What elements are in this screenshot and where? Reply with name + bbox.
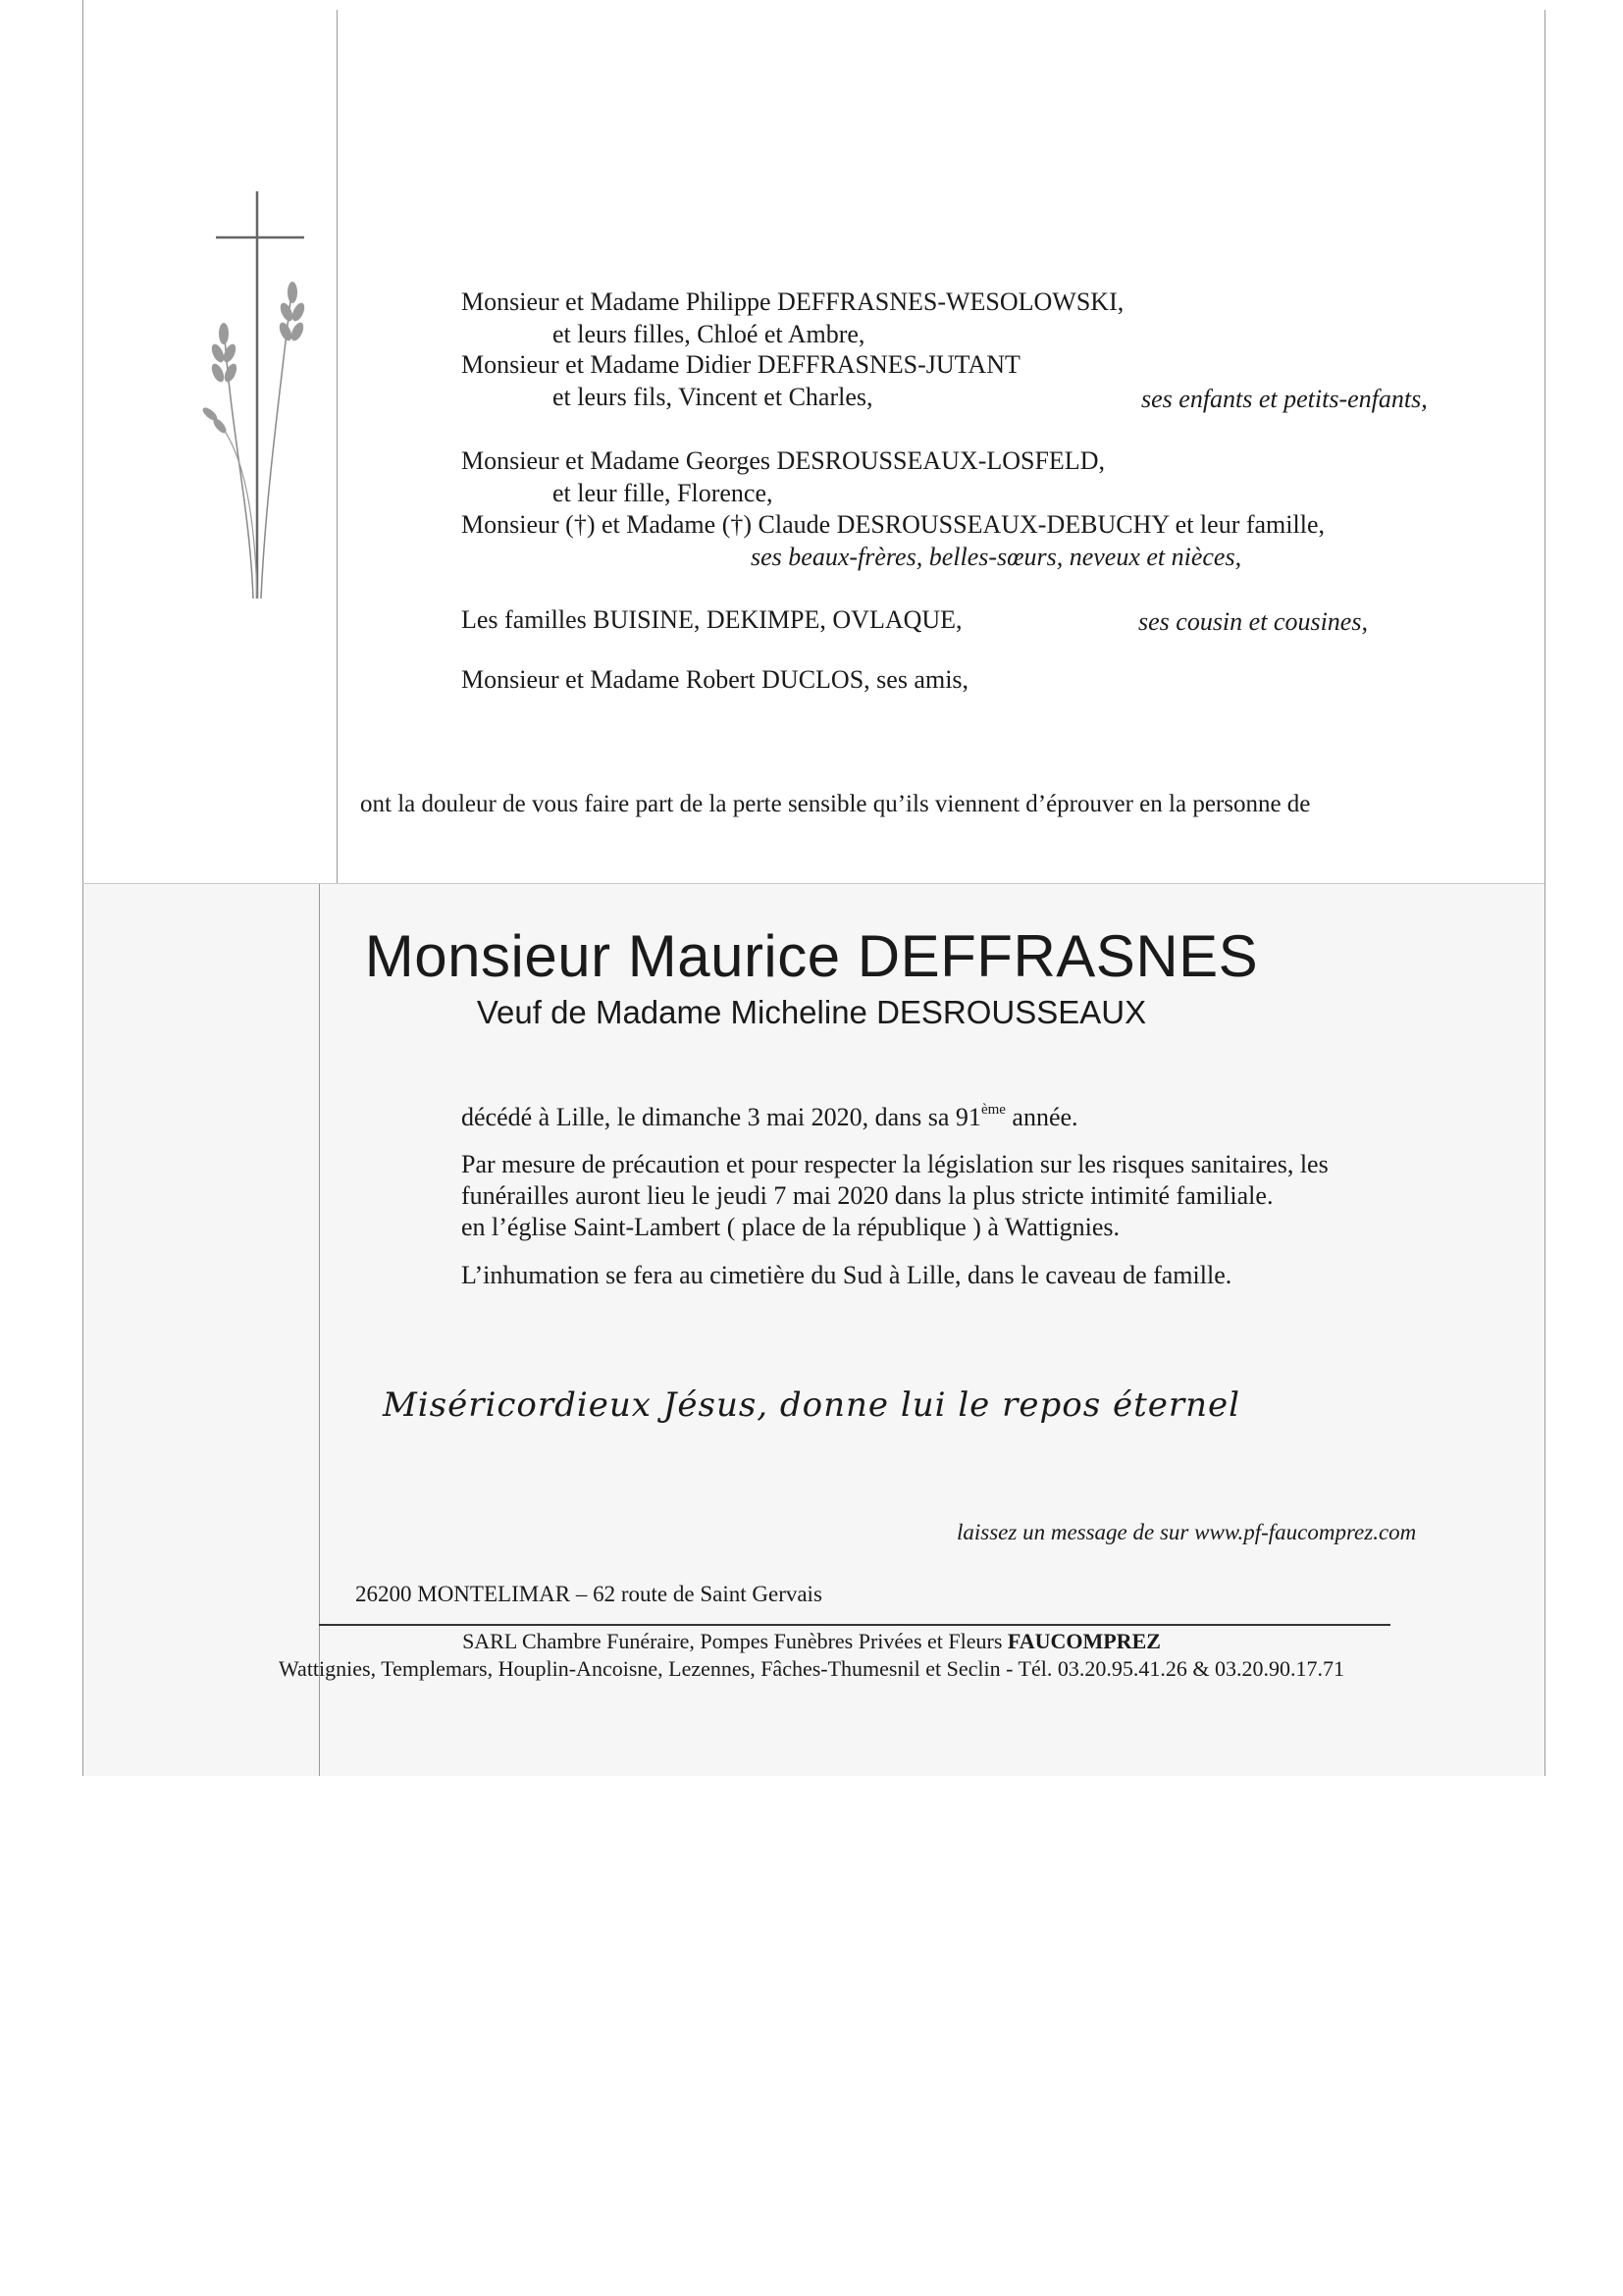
family-line-6: et leur fille, Florence, <box>552 479 773 507</box>
deceased-widow-of: Veuf de Madame Micheline DESROUSSEAUX <box>476 994 1147 1030</box>
funeral-paragraph-line-1: Par mesure de précaution et pour respecter la législation sur les risques sanitaires, les <box>461 1150 1329 1178</box>
announcement-text: ont la douleur de vous faire part de la perte sensible qu’ils viennent d’éprouver en la personne de <box>360 791 1311 817</box>
funeral-paragraph-line-3: en l’église Saint-Lambert ( place de la république ) à Wattignies. <box>461 1213 1121 1241</box>
burial-line: L’inhumation se fera au cimetière du Sud à Lille, dans le caveau de famille. <box>461 1261 1232 1289</box>
family-role-cousins: ses cousin et cousines, <box>1138 607 1368 636</box>
family-line-1: Monsieur et Madame Philippe DEFFRASNES-WESOLOWSKI, <box>461 287 1125 316</box>
footer-company: SARL Chambre Funéraire, Pompes Funèbres Privées et Fleurs FAUCOMPREZ <box>462 1629 1161 1653</box>
funeral-paragraph-line-2: funérailles auront lieu le jeudi 7 mai 2020 dans la plus stricte intimité familiale. <box>461 1181 1274 1210</box>
footer-locations: Wattignies, Templemars, Houplin-Ancoisne, Lezennes, Fâches-Thumesnil et Seclin - Tél. 03.20.95.41.26 & 03.20.90.17.71 <box>279 1656 1344 1681</box>
family-line-5: Monsieur et Madame Georges DESROUSSEAUX-LOSFELD, <box>461 446 1105 475</box>
prayer-text: Miséricordieux Jésus, donne lui le repos éternel <box>382 1385 1241 1425</box>
website-message: laissez un message de sur www.pf-faucomprez.com <box>957 1520 1417 1544</box>
death-date-line: décédé à Lille, le dimanche 3 mai 2020, dans sa 91ème année. <box>461 1102 1078 1131</box>
family-line-8: Les familles BUISINE, DEKIMPE, OVLAQUE, <box>461 605 963 634</box>
family-line-9: Monsieur et Madame Robert DUCLOS, ses amis, <box>461 665 969 694</box>
card-fold-horizontal <box>82 883 1544 884</box>
family-line-4: et leurs fils, Vincent et Charles, <box>552 383 873 411</box>
cross-with-wheat-icon <box>196 186 343 608</box>
family-line-7: Monsieur (†) et Madame (†) Claude DESROUSSEAUX-DEBUCHY et leur famille, <box>461 510 1325 539</box>
family-role-in-laws: ses beaux-frères, belles-sœurs, neveux et nièces, <box>751 543 1242 571</box>
family-line-2: et leurs filles, Chloé et Ambre, <box>552 320 865 348</box>
right-border-line <box>1544 10 1545 1776</box>
family-role-children: ses enfants et petits-enfants, <box>1141 385 1428 413</box>
footer-divider <box>319 1624 1390 1626</box>
left-border-line <box>82 0 83 1776</box>
family-line-3: Monsieur et Madame Didier DEFFRASNES-JUTANT <box>461 350 1021 379</box>
address-line: 26200 MONTELIMAR – 62 route de Saint Gervais <box>355 1582 822 1606</box>
deceased-name: Monsieur Maurice DEFFRASNES <box>364 923 1259 989</box>
